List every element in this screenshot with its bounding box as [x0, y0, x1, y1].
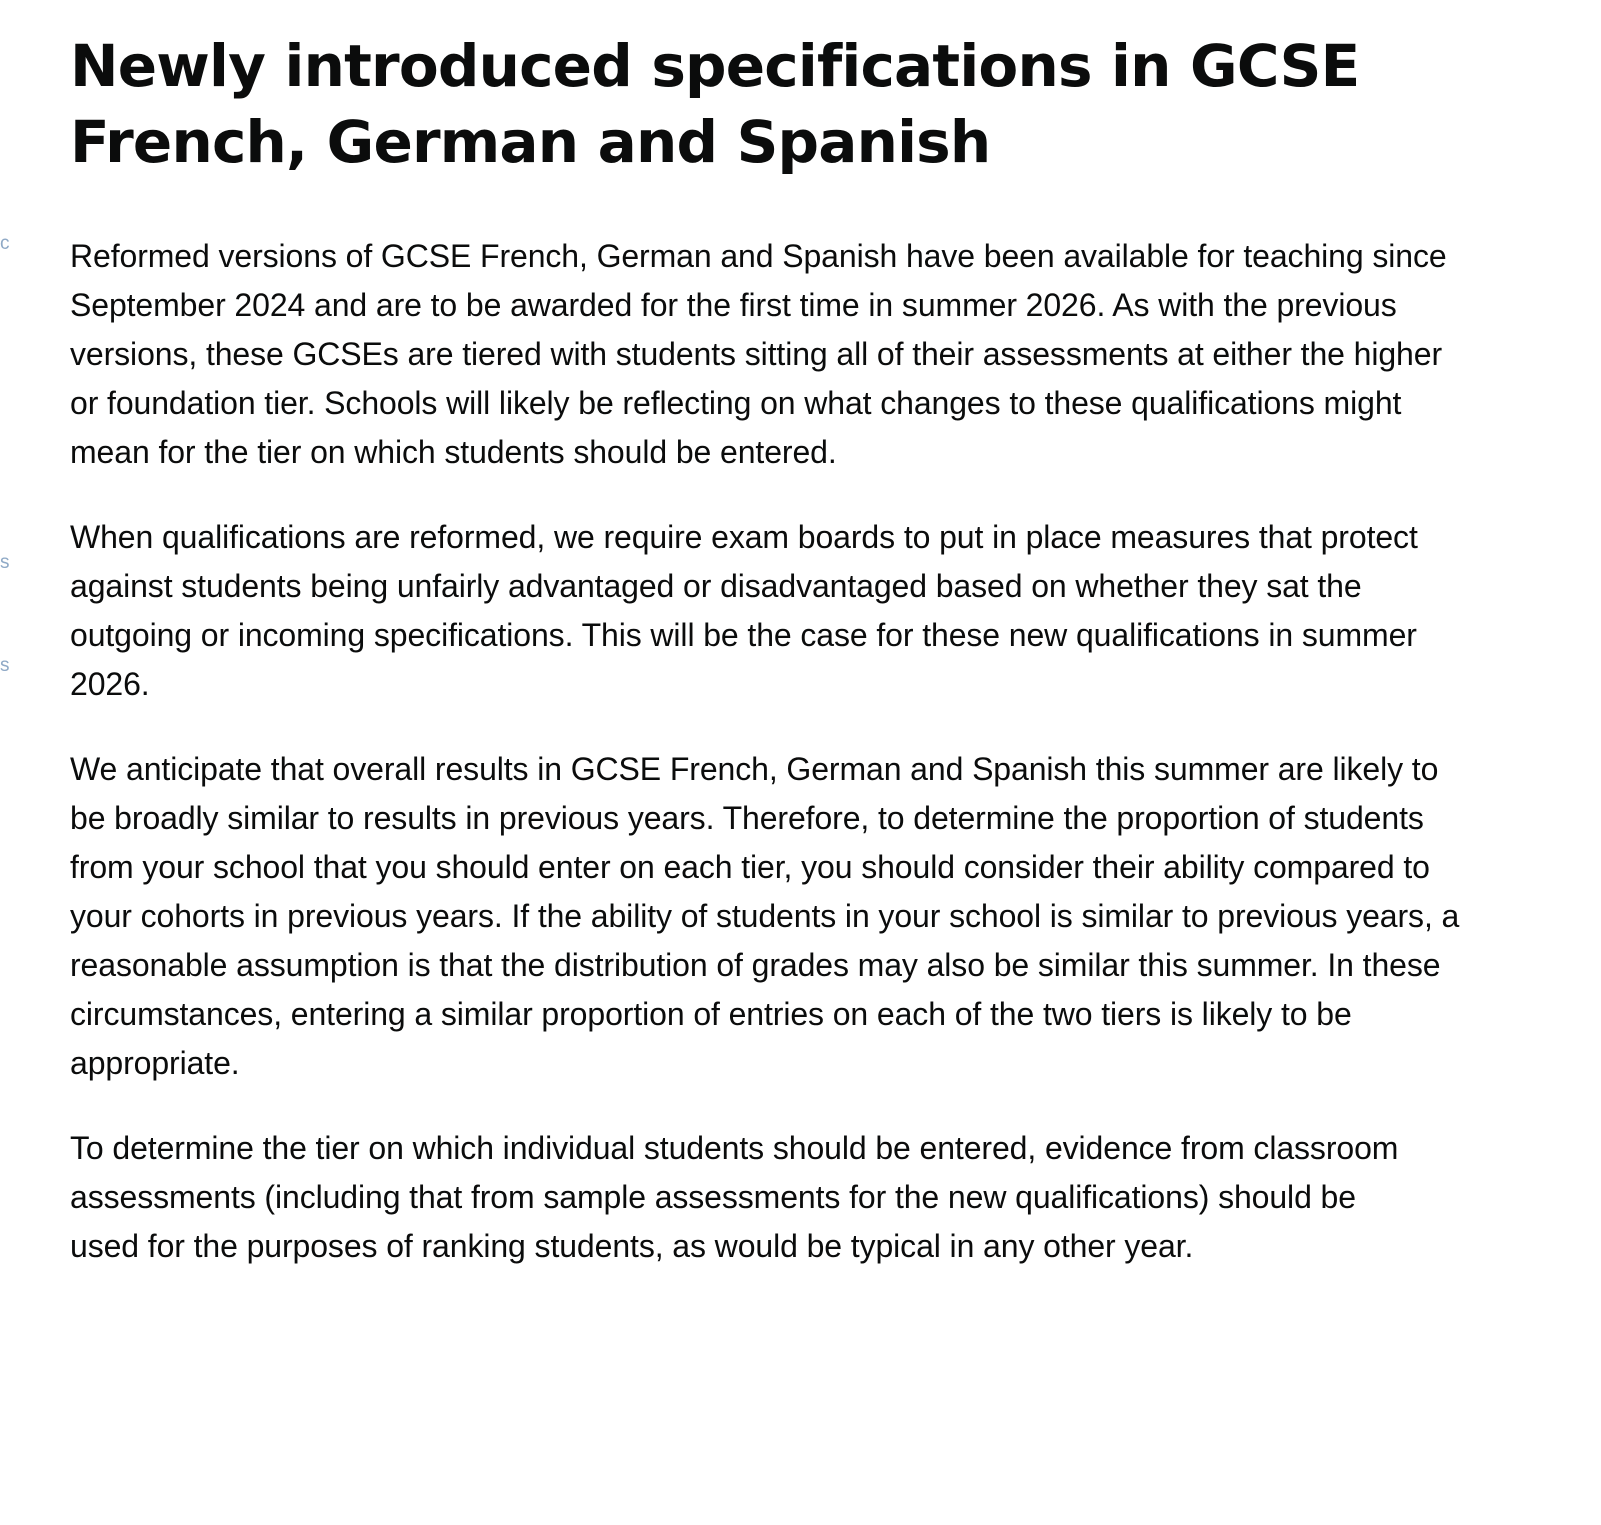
- cropped-sidebar-fragments: [0, 0, 14, 1525]
- article-paragraph-3: We anticipate that overall results in GCSE French, German and Spanish this summer are likely to be broadly similar to results in previous years. Therefore, to determine the proportion of students from your school that you should enter on each tier, you should consider their ability compared to your cohorts in previous years. If the ability of students in your school is similar to previous years, a reasonable assumption is that the distribution of grades may also be similar this summer. In these circumstances, entering a similar proportion of entries on each of the two tiers is likely to be appropriate.: [70, 751, 1460, 1081]
- sidebar-link-fragment-1[interactable]: c: [0, 233, 10, 254]
- article-content: [70, 0, 1490, 1271]
- sidebar-link-fragment-3[interactable]: s: [0, 655, 10, 676]
- sidebar-link-fragment-2[interactable]: s: [0, 552, 10, 573]
- article-paragraph-2: When qualifications are reformed, we require exam boards to put in place measures that protect against students being unfairly advantaged or disadvantaged based on whether they sat the outgoing or incoming specifications. This will be the case for these new qualifications in summer 2026.: [70, 519, 1418, 702]
- page-title: Newly introduced specifications in GCSE French, German and Spanish: [70, 32, 1360, 176]
- article-paragraph-1: Reformed versions of GCSE French, German and Spanish have been available for teaching since September 2024 and are to be awarded for the first time in summer 2026. As with the previous versions, these GCSEs are tiered with students sitting all of their assessments at either the higher or foundation tier. Schools will likely be reflecting on what changes to these qualifications might mean for the tier on which students should be entered.: [70, 238, 1447, 470]
- article-paragraph-4: To determine the tier on which individual students should be entered, evidence from classroom assessments (including that from sample assessments for the new qualifications) should be used for the purposes of ranking students, as would be typical in any other year.: [70, 1130, 1399, 1264]
